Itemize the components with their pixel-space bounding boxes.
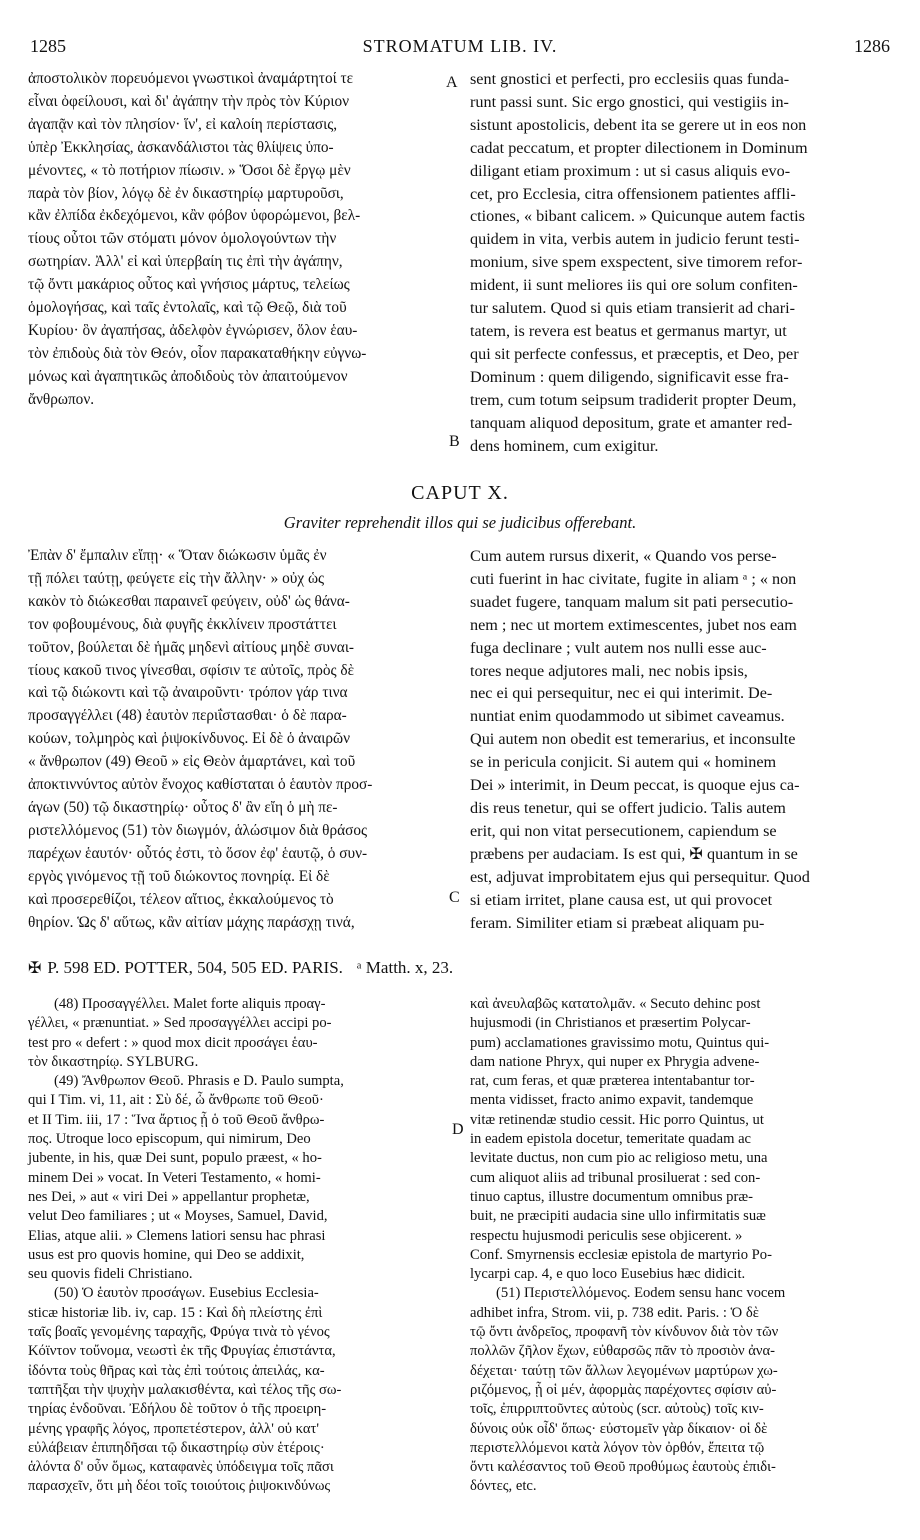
greek-text-line: παρέχων ἑαυτόν· οὗτός ἐστι, τὸ ὅσον ἐφ' ἑαυτῷ, ὁ συν- bbox=[28, 844, 368, 862]
greek-text-line: σωτηρίαν. Ἀλλ' εἰ καὶ ὑπερβαίη τις ἐπὶ τὴν ἀγάπην, bbox=[28, 253, 343, 271]
greek-text-line: κούων, τολμηρὸς καὶ ῥιψοκίνδυνος. Εἰ δὲ ὁ ἀναιρῶν bbox=[28, 730, 350, 748]
page-number-left: 1285 bbox=[30, 36, 66, 56]
chapter-greek-column bbox=[28, 545, 445, 934]
footnote-line: δέχεται· ταύτῃ τῶν ἄλλων λεγομένων μαρτύρων χω- bbox=[470, 1362, 778, 1379]
greek-text-line: εργὸς γινόμενος τῇ τοῦ διώκοντος πονηρίᾳ. Εἰ δὲ bbox=[28, 867, 330, 885]
latin-text-line: cadat peccatum, et propter dilectionem in Dominum bbox=[470, 138, 808, 157]
footnote-line: respectu hujusmodi periculis sese objicerent. » bbox=[470, 1227, 743, 1244]
top-greek-column bbox=[28, 68, 445, 412]
latin-text-line: nuntiat enim quodammodo ut sibimet caveamus. bbox=[470, 707, 785, 726]
greek-text-line: προσαγγέλλει (48) ἑαυτὸν περιΐστασθαι· ὁ δὲ παρα- bbox=[28, 707, 347, 725]
footnotes-left-column bbox=[28, 995, 445, 1497]
greek-text-line: εἶναι ὀφείλουσι, καὶ δι' ἀγάπην τὴν πρὸς τὸν Κύριον bbox=[28, 92, 350, 110]
footnote-line: καὶ ἀνευλαβῶς κατατολμᾶν. « Secuto dehinc post bbox=[470, 996, 761, 1012]
margin-mark-d: D bbox=[452, 1121, 464, 1138]
greek-text-line: ἄνθρωπον. bbox=[28, 390, 95, 408]
footnote bbox=[28, 995, 445, 1072]
footnote-line: πος. Utroque loco episcopum, qui nimirum, Deo bbox=[28, 1131, 311, 1148]
greek-text-line: ὑπὲρ Ἐκκλησίας, ἀσκανδάλιστοι τὰς θλίψεις ὑπο- bbox=[28, 138, 334, 156]
footnote-line: Elias, atque alii. » Clemens latiori sensu hac phrasi bbox=[28, 1227, 326, 1244]
footnote-line: qui I Tim. vi, 11, ait : Σὺ δέ, ὦ ἄνθρωπε τοῦ Θεοῦ· bbox=[28, 1092, 324, 1109]
footnote-line: sticæ historiæ lib. iv, cap. 15 : Καὶ δὴ πλείστης ἐπὶ bbox=[28, 1304, 323, 1321]
greek-text-line: ριστελλόμενος (51) τὸν διωγμόν, ἁλώσιμον διὰ θράσος bbox=[28, 821, 368, 839]
chapter-title: CAPUT X. bbox=[411, 482, 509, 504]
footnote-line: lycarpi cap. 4, e quo loco Eusebius hæc didicit. bbox=[470, 1266, 746, 1283]
footnote-line: menta vidisset, fracto animo expavit, tandemque bbox=[470, 1092, 754, 1109]
footnote-line: adhibet infra, Strom. vii, p. 738 edit. Paris. : Ὁ δὲ bbox=[470, 1304, 759, 1321]
footnote-line: seu quovis fideli Christiano. bbox=[28, 1266, 193, 1283]
greek-text-line: « ἄνθρωπον (49) Θεοῦ » εἰς Θεὸν ἁμαρτάνει, καὶ τοῦ bbox=[28, 753, 356, 771]
latin-text-line: si etiam irritet, plane causa est, ut qui provocet bbox=[470, 890, 773, 909]
footnote-line: vitæ retinendæ studio cessit. Hic porro Quintus, ut bbox=[470, 1111, 764, 1128]
latin-text-line: quidem in vita, verbis autem in judicio ferunt testi- bbox=[470, 230, 800, 249]
footnote-line: rat, cum feras, et quæ præterea intentabantur tor- bbox=[470, 1073, 755, 1090]
footnote-line: τὸν δικαστηρίῳ. SYLBURG. bbox=[28, 1053, 199, 1070]
footnote bbox=[28, 1284, 445, 1496]
latin-text-line: cet, pro Ecclesia, citra offensionem patientes affli- bbox=[470, 184, 796, 203]
greek-text-line: άγων (50) τῷ δικαστηρίῳ· οὗτος δ' ἂν εἴη ὁ μὴ πε- bbox=[28, 798, 338, 816]
greek-text-line: ἀποστολικὸν πορευόμενοι γνωστικοὶ ἀναμάρτητοί τε bbox=[28, 70, 354, 87]
chapter-subtitle: Graviter reprehendit illos qui se judicibus offerebant. bbox=[283, 513, 637, 532]
page-number-right: 1286 bbox=[854, 36, 890, 56]
latin-text-line: Dominum : quem diligendo, significavit esse fra- bbox=[470, 367, 789, 386]
greek-text-line: τῷ ὄντι μακάριος οὗτος καὶ γνήσιος μάρτυς, τελείως bbox=[28, 276, 350, 294]
greek-text-line: παρὰ τὸν βίον, λόγῳ δὲ ἐν δικαστηρίῳ μαρτυροῦσι, bbox=[28, 184, 344, 202]
latin-text-line: cuti fuerint in hac civitate, fugite in aliam ᵃ ; « non bbox=[470, 569, 797, 588]
footnote bbox=[470, 995, 892, 1284]
latin-text-line: erit, qui non vitat persecutionem, capiendum se bbox=[470, 821, 777, 840]
footnote-line: usus est pro quovis homine, qui Deo se addixit, bbox=[28, 1246, 305, 1263]
footnote-line: γέλλει, « prænuntiat. » Sed προσαγγέλλει accipi po- bbox=[28, 1015, 332, 1032]
footnote-line: nes Dei, » aut « viri Dei » appellantur prophetæ, bbox=[28, 1188, 310, 1205]
footnote-line: τοῖς, ἐπιρριπτοῦντες αὐτοὺς (scr. αὐτοὺς) τοῖς κιν- bbox=[470, 1401, 764, 1418]
footnote-line: Conf. Smyrnensis ecclesiæ epistola de martyrio Po- bbox=[470, 1246, 772, 1263]
latin-text-line: monium, sive spem exspectent, sive timorem refor- bbox=[470, 253, 803, 272]
latin-text-line: dens hominem, cum exigitur. bbox=[470, 436, 659, 455]
footnote-line: test pro « defert : » quod mox dicit προσάγει ἑαυ- bbox=[28, 1034, 318, 1051]
edition-reference: P. 598 ED. POTTER, 504, 505 ED. PARIS. bbox=[47, 958, 343, 977]
latin-text-line: tatem, is revera est beatus et germanus martyr, ut bbox=[470, 321, 787, 340]
greek-text-line: ὁμολογήσας, καὶ ταῖς ἐντολαῖς, καὶ τῷ Θεῷ, διὰ τοῦ bbox=[28, 299, 347, 317]
footnote-line: τῷ ὄντι ἀνδρεῖος, προφανῆ τὸν κίνδυνον διὰ τὸν τῶν bbox=[470, 1324, 779, 1341]
greek-text-line: τὸν ἐπιδοὺς διὰ τὸν Θεόν, οἷον παρακαταθήκην εὐγνω- bbox=[28, 344, 367, 362]
margin-mark-c: C bbox=[449, 889, 460, 906]
latin-text-line: tores neque adjutores mali, nec nobis ipsis, bbox=[470, 661, 748, 680]
latin-text-line: nec ei qui persequitur, nec ei qui interimit. De- bbox=[470, 684, 773, 703]
greek-text-line: κἂν ἐλπίδα ἐκδεχόμενοι, κἂν φόβον ὑφορώμενοι, βελ- bbox=[28, 207, 361, 225]
footnote-line: pum) acclamationes gravissimo motu, Quintus qui- bbox=[470, 1034, 770, 1051]
margin-mark-a: A bbox=[446, 74, 458, 91]
greek-text-line: μένοντες, « τὸ ποτήριον πίωσιν. » Ὅσοι δὲ ἔργῳ μὲν bbox=[28, 161, 351, 179]
latin-text-line: præbens per audaciam. Is est qui, ✠ quantum in se bbox=[470, 844, 798, 863]
latin-text-line: suadet fugere, tanquam malum sit pati persecutio- bbox=[470, 592, 794, 611]
footnote-line: jubente, in his, quæ Dei sunt, populo præest, « ho- bbox=[28, 1150, 322, 1167]
footnote-line: τηρίας ἐνδοῦναι. Ἐδήλου δὲ τοῦτον ὁ τῆς προειρη- bbox=[28, 1401, 327, 1418]
greek-text-line: ἀγαπᾷν καὶ τὸν πλησίον· ἵν', εἰ καλοίη περίστασις, bbox=[28, 115, 338, 133]
greek-text-line: κακὸν τὸ διώκεσθαι παραινεῖ φεύγειν, οὐδ' ὡς θάνα- bbox=[28, 592, 350, 610]
footnote-line: buit, ne præcipiti audacia sine ullo infirmitatis suæ bbox=[470, 1208, 766, 1225]
greek-text-line: μόνως καὶ ἀγαπητικῶς ἀποδιδοὺς τὸν ἀπαιτούμενον bbox=[28, 367, 348, 385]
footnote-line: εὐλάβειαν ἐπιπηδῆσαι τῷ δικαστηρίῳ σὺν ἑτέροις· bbox=[28, 1439, 325, 1456]
latin-text-line: Cum autem rursus dixerit, « Quando vos perse- bbox=[470, 547, 777, 565]
footnote-line: velut Deo familiares ; ut « Moyses, Samuel, David, bbox=[28, 1208, 328, 1225]
footnote-line: δόντες, etc. bbox=[470, 1478, 537, 1495]
footnote-line: ταῖς βοαῖς γενομένης ταραχῆς, Φρύγα τινὰ τὸ γένος bbox=[28, 1324, 330, 1341]
footnote-line: cum aliquot aliis ad tribunal prosiluerat : sed con- bbox=[470, 1169, 761, 1186]
latin-text-line: est, adjuvat improbitatem ejus qui persequitur. Quod bbox=[470, 867, 810, 886]
greek-text-line: τον φοβουμένους, διὰ φυγῆς ἐκκλίνειν προστάττει bbox=[28, 615, 337, 633]
footnote-line: ριζόμενος, ᾗ οἱ μέν, ἀφορμὰς παρέχοντες σφίσιν αὐ- bbox=[470, 1381, 777, 1398]
footnote-line: (51) Περιστελλόμενος. Eodem sensu hanc vocem bbox=[496, 1285, 786, 1302]
running-title: STROMATUM LIB. IV. bbox=[362, 36, 558, 56]
latin-text-line: dis reus tenetur, qui se offert judicio. Talis autem bbox=[470, 798, 786, 817]
greek-text-line: καὶ προσερεθίζοι, τέλεον αἴτιος, ἐκκαλούμενος τὸ bbox=[28, 890, 334, 908]
latin-text-line: qui sit perfecte confessus, et præceptis, et Deo, per bbox=[470, 344, 799, 363]
latin-text-line: trem, cum totum seipsum tradiderit propter Deum, bbox=[470, 390, 797, 409]
margin-mark-b: B bbox=[449, 433, 460, 450]
top-latin-column bbox=[470, 68, 892, 457]
footnote-line: περιστελλόμενοι κατὰ λόγον τὸν ὀρθόν, ἔπειτα τῷ bbox=[470, 1439, 765, 1456]
latin-text-line: fuga declinare ; vult autem nos nulli esse auc- bbox=[470, 638, 767, 657]
latin-text-line: runt passi sunt. Sic ergo gnostici, qui vestigiis in- bbox=[470, 92, 789, 111]
latin-text-line: tanquam aliquod depositum, grate et amanter red- bbox=[470, 413, 793, 432]
footnote-line: πολλῶν ζῆλον ἔχων, εὐθαρσῶς πᾶν τὸ προσιὸν ἀνα- bbox=[470, 1343, 776, 1360]
latin-text-line: Dei » interimit, in Deum peccat, is quoque ejus ca- bbox=[470, 776, 800, 795]
latin-text-line: sistunt apostolicis, debent ita se gerere ut in eos non bbox=[470, 115, 807, 134]
footnotes-right-column bbox=[470, 995, 892, 1497]
footnote bbox=[28, 1072, 445, 1284]
footnote bbox=[470, 1284, 892, 1496]
running-header bbox=[30, 36, 890, 60]
greek-text-line: τῇ πόλει ταύτῃ, φεύγετε εἰς τὴν ἄλλην· » οὐχ ὡς bbox=[28, 569, 325, 587]
footnote-line: (48) Προσαγγέλλει. Malet forte aliquis προαγ- bbox=[54, 996, 326, 1012]
footnote-line: μένης γραφῆς λόγος, προπετέστερον, ἀλλ' οὐ κατ' bbox=[28, 1420, 320, 1437]
latin-text-line: nem ; nec ut mortem extimescentes, jubet nos eam bbox=[470, 615, 797, 634]
footnote-line: (50) Ὁ ἑαυτὸν προσάγων. Eusebius Ecclesia- bbox=[54, 1285, 319, 1302]
footnote-line: dam natione Phryx, qui nuper ex Phrygia advene- bbox=[470, 1053, 760, 1070]
greek-text-line: τίους οὗτοι τῶν στόματι μόνον ὁμολογούντων τὴν bbox=[28, 230, 337, 248]
latin-text-line: mident, ii sunt meliores iis qui ore solum confiten- bbox=[470, 276, 798, 295]
latin-text-line: feram. Similiter etiam si præbeat aliquam pu- bbox=[470, 913, 765, 932]
footnote-line: ἁλόντα δ' οὖν ὅμως, καταφανὲς ὑπόδειγμα τοῖς πᾶσι bbox=[28, 1459, 334, 1476]
footnote-line: (49) Ἄνθρωπον Θεοῦ. Phrasis e D. Paulo sumpta, bbox=[54, 1073, 344, 1090]
latin-text-line: se in pericula conjicit. Si autem qui « hominem bbox=[470, 753, 777, 772]
greek-text-line: καὶ τῷ διώκοντι καὶ τῷ ἀναιροῦντι· τρόπον γάρ τινα bbox=[28, 684, 348, 702]
latin-text-line: diligant etiam proximum : ut si casus aliquis evo- bbox=[470, 161, 791, 180]
greek-text-line: ἀποκτιννύντος αὐτὸν ἔνοχος καθίσταται ὁ ἑαυτὸν προσ- bbox=[28, 776, 373, 794]
citation-line bbox=[28, 958, 453, 978]
greek-text-line: Ἐπὰν δ' ἔμπαλιν εἴπῃ· « Ὅταν διώκωσιν ὑμᾶς ἐν bbox=[28, 547, 327, 564]
greek-text-line: Κυρίου· ὃν ἀγαπήσας, ἀδελφὸν ἐγνώρισεν, ὅλον ἑαυ- bbox=[28, 321, 358, 339]
footnote-line: in eadem epistola docetur, temeritate quadam ac bbox=[470, 1131, 752, 1148]
latin-text-line: tur salutem. Quod si quis etiam transierit ad chari- bbox=[470, 299, 796, 318]
latin-text-line: sent gnostici et perfecti, pro ecclesiis quas funda- bbox=[470, 70, 790, 88]
greek-text-line: τίους κακοῦ τινος γίνεσθαι, σφίσιν τε αὐτοῖς, πρὸς δὲ bbox=[28, 661, 355, 679]
footnote-line: levitate ductus, non cum pio ac religioso metu, una bbox=[470, 1150, 768, 1167]
footnote-line: hujusmodi (in Christianos et præsertim Polycar- bbox=[470, 1015, 751, 1032]
cross-icon: ✠ bbox=[28, 960, 42, 977]
latin-text-line: ctiones, « bibant calicem. » Quicunque autem factis bbox=[470, 207, 805, 226]
footnote-line: Κόϊντον τοὔνομα, νεωστὶ ἐκ τῆς Φρυγίας ἐπιστάντα, bbox=[28, 1343, 336, 1360]
footnote-line: ἰδόντα τοὺς θῆρας καὶ τὰς ἐπὶ τούτοις ἀπειλάς, κα- bbox=[28, 1362, 325, 1379]
scripture-reference: ᵃ Matth. x, 23. bbox=[356, 958, 454, 977]
footnote-line: minem Dei » vocat. In Veteri Testamento, « homi- bbox=[28, 1169, 321, 1186]
footnote-line: παρασχεῖν, ὅτι μὴ δέοι τοῖς τοιούτοις ῥιψοκινδύνως bbox=[28, 1478, 331, 1495]
footnote-line: et II Tim. iii, 17 : Ἵνα ἄρτιος ᾖ ὁ τοῦ Θεοῦ ἄνθρω- bbox=[28, 1111, 325, 1128]
footnote-line: ὄντι καλέσαντος τοῦ Θεοῦ προθύμως ἑαυτοὺς ἐπιδι- bbox=[470, 1459, 776, 1476]
greek-text-line: θηρίον. Ὡς δ' αὕτως, κἂν αἰτίαν μάχης παράσχῃ τινά, bbox=[28, 913, 355, 931]
chapter-latin-column bbox=[470, 545, 892, 934]
footnote-line: δύνοις οὐκ οἶδ' ὅπως· εὐστομεῖν γὰρ δίκαιον· οἱ δὲ bbox=[470, 1420, 768, 1437]
footnote-line: tinuo captus, illustre documentum omnibus præ- bbox=[470, 1188, 753, 1205]
greek-text-line: τοῦτον, βούλεται δὲ ἡμᾶς μηδενὶ αἰτίους μηδὲ συναι- bbox=[28, 638, 355, 656]
latin-text-line: Qui autem non obedit est temerarius, et inconsulte bbox=[470, 730, 796, 749]
footnote-line: ταπτῆξαι τὴν ψυχὴν μαλακισθέντα, καὶ τέλος τῆς σω- bbox=[28, 1381, 342, 1398]
